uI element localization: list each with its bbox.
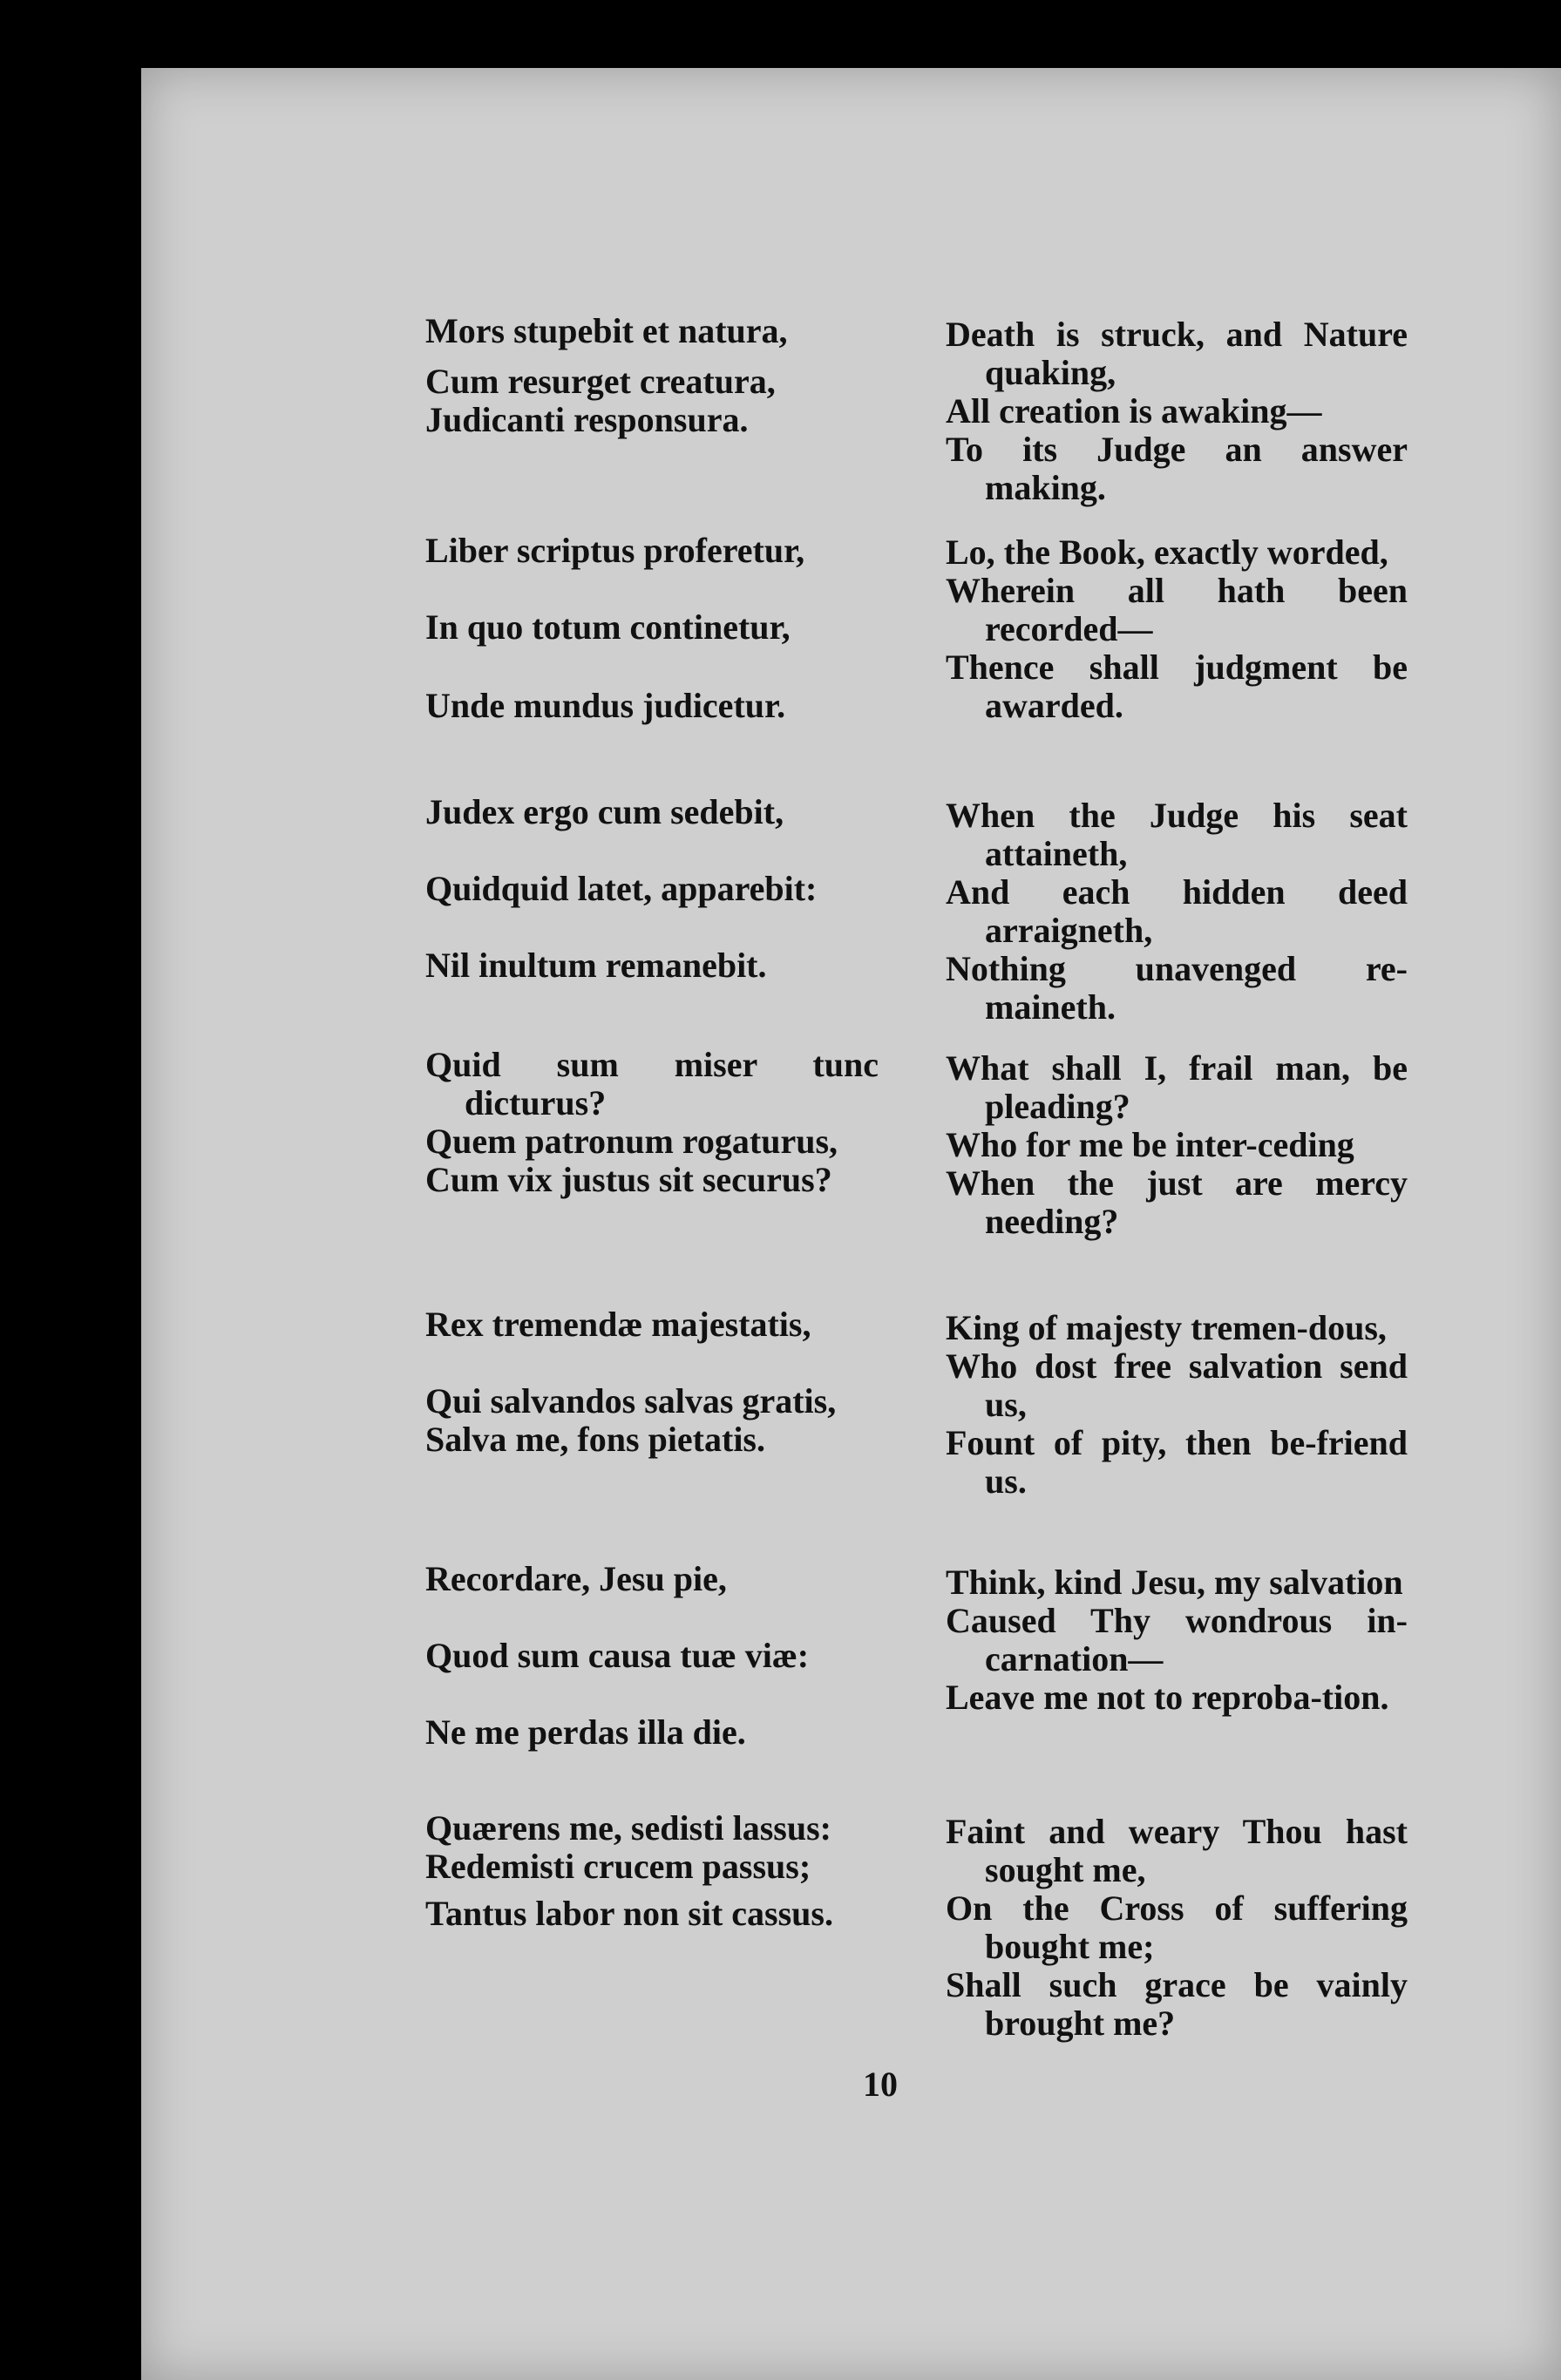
english-stanza-1	[946, 315, 1408, 507]
latin-line: Quærens me, sedisti lassus:	[425, 1808, 831, 1848]
latin-line: Liber scriptus proferetur,	[425, 531, 805, 570]
latin-line: Redemisti crucem passus;	[425, 1847, 811, 1886]
english-line: Think, kind Jesu, my salvation	[946, 1563, 1403, 1602]
latin-line: Cum resurget creatura,	[425, 362, 776, 401]
english-line: Shall such grace be vainly brought me?	[946, 1965, 1408, 2043]
english-line: Wherein all hath been recorded—	[946, 571, 1408, 648]
english-line: To its Judge an answer making.	[946, 430, 1408, 507]
latin-line: Judicanti responsura.	[425, 400, 749, 439]
page-number: 10	[863, 2065, 898, 2104]
english-line: King of majesty tremen-dous,	[946, 1308, 1387, 1347]
english-line: Lo, the Book, exactly worded,	[946, 532, 1388, 572]
english-line: What shall I, frail man, be pleading?	[946, 1048, 1408, 1126]
english-line: Thence shall judgment be awarded.	[946, 648, 1408, 725]
english-stanza-3	[946, 797, 1408, 1027]
latin-line: Quid sum miser tunc dicturus?	[425, 1045, 879, 1122]
english-line: Fount of pity, then be-friend us.	[946, 1423, 1408, 1501]
english-line: Who dost free salvation send us,	[946, 1346, 1408, 1424]
english-line: Caused Thy wondrous in-carnation—	[946, 1601, 1408, 1678]
latin-stanza-1	[425, 312, 879, 439]
english-line: When the Judge his seat attaineth,	[946, 796, 1408, 873]
latin-line: Tantus labor non sit cassus.	[425, 1894, 833, 1933]
latin-line: Judex ergo cum sedebit,	[425, 792, 784, 831]
english-line: All creation is awaking—	[946, 391, 1322, 431]
latin-line: Quem patronum rogaturus,	[425, 1122, 838, 1161]
latin-line: Quidquid latet, apparebit:	[425, 869, 818, 908]
latin-stanza-3	[425, 793, 879, 985]
latin-line: Ne me perdas illa die.	[425, 1712, 746, 1752]
english-line: On the Cross of suffering bought me;	[946, 1888, 1408, 1966]
english-line: Leave me not to reproba-tion.	[946, 1678, 1389, 1717]
latin-line: In quo totum continetur,	[425, 607, 791, 647]
latin-line: Quod sum causa tuæ viæ:	[425, 1636, 810, 1675]
latin-line: Mors stupebit et natura,	[425, 311, 788, 350]
english-line: When the just are mercy needing?	[946, 1163, 1408, 1241]
latin-stanza-4	[425, 1046, 879, 1199]
latin-line: Nil inultum remanebit.	[425, 946, 767, 985]
latin-line: Unde mundus judicetur.	[425, 686, 786, 725]
english-line: Faint and weary Thou hast sought me,	[946, 1812, 1408, 1889]
english-stanza-7	[946, 1813, 1408, 2043]
english-line: Who for me be inter-ceding	[946, 1125, 1354, 1164]
english-line: And each hidden deed arraigneth,	[946, 872, 1408, 950]
english-stanza-5	[946, 1309, 1408, 1501]
latin-line: Qui salvandos salvas gratis,	[425, 1381, 837, 1421]
english-stanza-4	[946, 1049, 1408, 1241]
latin-line: Salva me, fons pietatis.	[425, 1420, 765, 1459]
english-stanza-6	[946, 1563, 1408, 1717]
english-stanza-2	[946, 533, 1408, 725]
latin-line: Cum vix justus sit securus?	[425, 1160, 832, 1199]
latin-stanza-2	[425, 532, 879, 725]
latin-line: Recordare, Jesu pie,	[425, 1559, 727, 1598]
latin-stanza-6	[425, 1560, 879, 1752]
latin-stanza-7	[425, 1809, 879, 1933]
latin-line: Rex tremendæ majestatis,	[425, 1305, 811, 1344]
latin-stanza-5	[425, 1305, 879, 1459]
english-line: Nothing unavenged re-maineth.	[946, 949, 1408, 1027]
english-line: Death is struck, and Nature quaking,	[946, 315, 1408, 392]
